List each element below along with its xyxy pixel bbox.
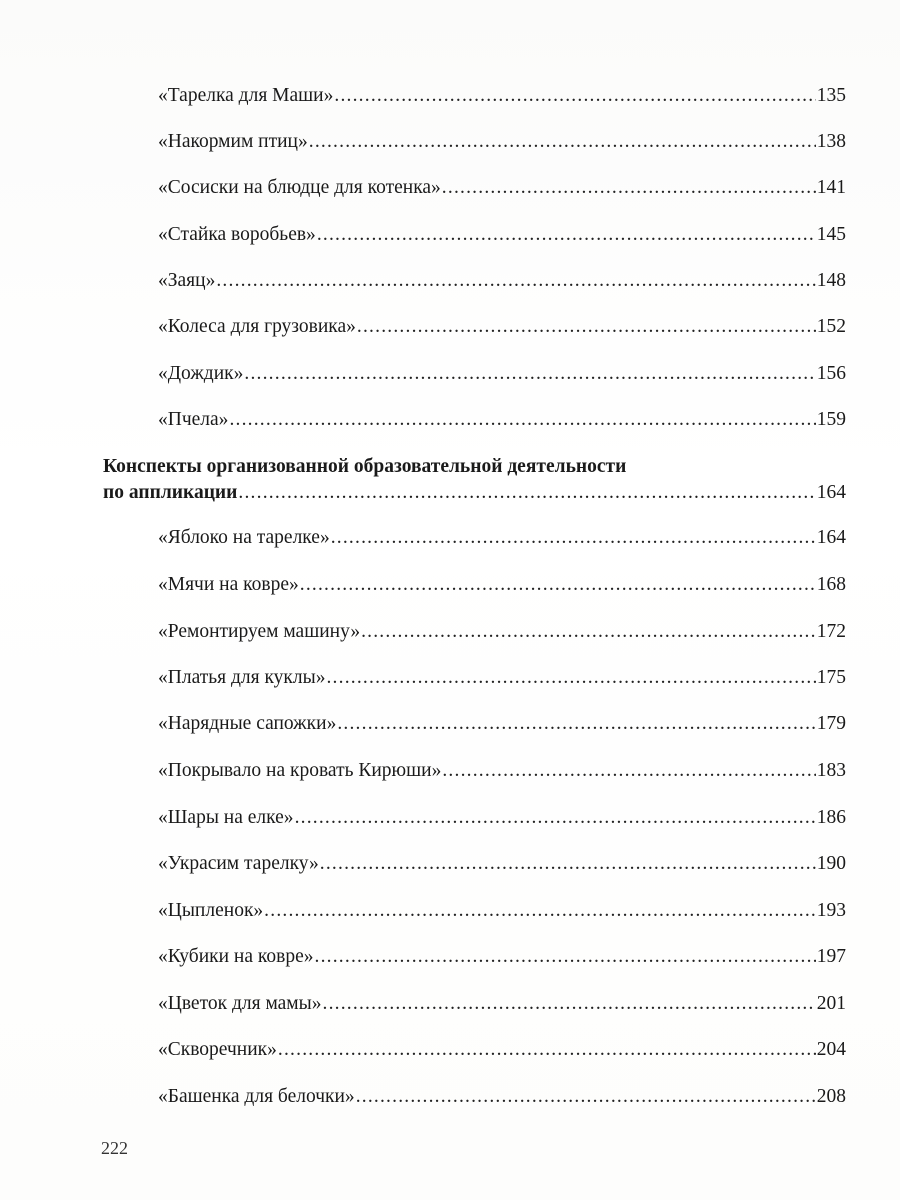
toc-entry-page: 201 [816, 993, 846, 1014]
section-heading-line1: Конспекты организованной образовательной деятельности [103, 456, 627, 477]
section-heading [103, 454, 846, 506]
toc-entry-title: «Колеса для грузовика» [158, 316, 356, 337]
toc-entry [158, 84, 846, 108]
dot-leader [356, 1085, 816, 1109]
dot-leader [244, 362, 815, 386]
toc-entry [158, 666, 846, 690]
toc-entry-page: 152 [816, 316, 846, 337]
dot-leader [357, 315, 816, 339]
toc-entry-title: «Накормим птиц» [158, 131, 308, 152]
toc-entry-page: 164 [816, 527, 846, 548]
toc-entry [158, 1085, 846, 1109]
toc-entry-page: 138 [816, 131, 846, 152]
toc-entry-page: 159 [816, 409, 846, 430]
toc-entry-title: «Скворечник» [158, 1039, 277, 1060]
toc-entry [158, 620, 846, 644]
dot-leader [331, 526, 816, 550]
dot-leader [326, 666, 815, 690]
dot-leader [309, 130, 816, 154]
toc-entry [158, 992, 846, 1016]
toc-entry-page: 193 [816, 900, 846, 921]
toc-entry [158, 852, 846, 876]
toc-entry-title: «Дождик» [158, 363, 244, 384]
dot-leader [300, 573, 816, 597]
toc-entry-title: «Нарядные сапожки» [158, 713, 337, 734]
dot-leader [315, 945, 816, 969]
toc-entry-title: «Кубики на ковре» [158, 946, 314, 967]
toc-entry [158, 945, 846, 969]
toc-entry [158, 269, 846, 293]
toc-entry-page: 186 [816, 807, 846, 828]
section-heading-page: 164 [816, 482, 846, 503]
toc-entry [158, 223, 846, 247]
dot-leader [278, 1038, 816, 1062]
dot-leader [334, 84, 815, 108]
toc-entry-title: «Мячи на ковре» [158, 574, 299, 595]
toc-entry [158, 315, 846, 339]
toc-entry-title: «Стайка воробьев» [158, 224, 316, 245]
dot-leader [264, 899, 816, 923]
toc-entry-page: 172 [816, 621, 846, 642]
toc-entry [158, 759, 846, 783]
toc-entry-title: «Покрывало на кровать Кирюши» [158, 760, 442, 781]
toc-entry [158, 1038, 846, 1062]
toc-entry [158, 362, 846, 386]
toc-entry-title: «Цыпленок» [158, 900, 264, 921]
toc-entry-title: «Заяц» [158, 270, 216, 291]
dot-leader [238, 480, 815, 506]
toc-entry-title: «Цветок для мамы» [158, 993, 322, 1014]
toc-entry [158, 526, 846, 550]
toc-entry [158, 176, 846, 200]
toc-entry-title: «Башенка для белочки» [158, 1086, 355, 1107]
dot-leader [323, 992, 816, 1016]
toc-entry-page: 197 [816, 946, 846, 967]
toc-entry [158, 712, 846, 736]
toc-entry-title: «Пчела» [158, 409, 229, 430]
toc-entry [158, 899, 846, 923]
toc-entry-title: «Яблоко на тарелке» [158, 527, 330, 548]
toc-entry-page: 183 [816, 760, 846, 781]
toc-entry-title: «Ремонтируем машину» [158, 621, 361, 642]
page-number: 222 [101, 1138, 128, 1158]
toc-entry-page: 145 [816, 224, 846, 245]
toc-entry [158, 806, 846, 830]
toc-entry-title: «Тарелка для Маши» [158, 85, 334, 106]
toc-entry-page: 135 [816, 85, 846, 106]
section-heading-line2: по аппликации [103, 482, 238, 503]
toc-entry [158, 408, 846, 432]
section-heading-line2-row [103, 480, 846, 506]
toc-entry-title: «Платья для куклы» [158, 667, 326, 688]
dot-leader [317, 223, 816, 247]
toc-entry-page: 141 [816, 177, 846, 198]
toc-entry-title: «Шары на елке» [158, 807, 294, 828]
toc-entry [158, 573, 846, 597]
toc-entry-page: 208 [816, 1086, 846, 1107]
dot-leader [361, 620, 816, 644]
dot-leader [295, 806, 816, 830]
toc-entry-title: «Сосиски на блюдце для котенка» [158, 177, 441, 198]
toc-entry-page: 156 [816, 363, 846, 384]
toc-entry-page: 168 [816, 574, 846, 595]
toc-entry-page: 179 [816, 713, 846, 734]
toc-entry-page: 190 [816, 853, 846, 874]
dot-leader [229, 408, 815, 432]
toc-entry [158, 130, 846, 154]
dot-leader [320, 852, 816, 876]
toc-entry-page: 148 [816, 270, 846, 291]
dot-leader [337, 712, 815, 736]
toc-entry-title: «Украсим тарелку» [158, 853, 319, 874]
dot-leader [442, 176, 816, 200]
toc-entry-page: 175 [816, 667, 846, 688]
dot-leader [216, 269, 815, 293]
toc-entry-page: 204 [816, 1039, 846, 1060]
dot-leader [442, 759, 815, 783]
